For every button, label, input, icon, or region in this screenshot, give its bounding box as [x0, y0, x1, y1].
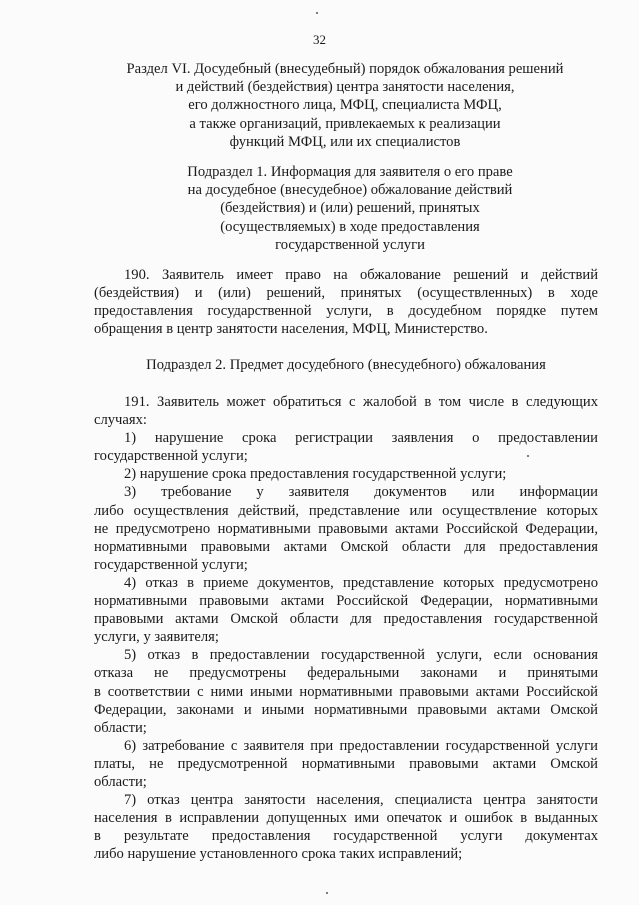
- list-item-2: 2) нарушение срока предоставления государственной услуги;: [124, 466, 507, 483]
- list-item-4: 4) отказ в приеме документов, представление которых предусмотрено: [124, 574, 598, 591]
- list-item-3: 3) требование у заявителя документов или информации: [124, 484, 598, 501]
- paragraph-191: [94, 393, 598, 863]
- text-line: области;: [94, 773, 147, 790]
- text-line: нормативными правовыми актами Омской области для предоставления: [94, 538, 598, 555]
- text-line: случаях:: [94, 412, 147, 429]
- subheading-line: (осуществляемых) в ходе предоставления: [220, 218, 480, 235]
- heading-line: функций МФЦ, или их специалистов: [229, 133, 461, 150]
- text-line: области;: [94, 719, 147, 736]
- section-heading: [90, 60, 600, 151]
- list-item-1: 1) нарушение срока регистрации заявления о предоставлении: [124, 430, 598, 447]
- scan-speck: [316, 12, 318, 14]
- scan-speck: [527, 455, 529, 457]
- subheading-line: Подраздел 1. Информация для заявителя о его праве: [187, 164, 513, 180]
- subheading-line: (бездействия) и (или) решений, принятых: [220, 200, 480, 217]
- subheading-line: на досудебное (внесудебное) обжалование действий: [187, 182, 513, 199]
- text-line: 191. Заявитель может обратиться с жалобой в том числе в следующих: [124, 394, 598, 410]
- text-line: государственной услуги;: [94, 556, 248, 573]
- text-line: услуги, у заявителя;: [94, 629, 219, 646]
- text-line: населения в исправлении допущенных ими опечаток и ошибок в выданных: [94, 810, 598, 827]
- text-line: Федерации, законами и иными нормативными правовыми актами Омской: [94, 701, 598, 718]
- text-line: 190. Заявитель имеет право на обжалование решений и действий: [124, 267, 598, 283]
- text-line: обращения в центр занятости населения, МФЦ, Министерство.: [94, 321, 488, 338]
- heading-line: а также организаций, привлекаемых к реализации: [189, 115, 501, 132]
- text-line: (бездействия) и (или) решений, принятых (осуществленных) в ходе: [94, 285, 598, 302]
- text-line: государственной услуги;: [94, 448, 248, 465]
- text-line: отказа не предусмотрены федеральными законами и принятыми: [94, 665, 598, 682]
- text-line: не предусмотрено нормативными правовыми актами Российской Федерации,: [94, 520, 598, 537]
- text-line: в соответствии с ними иными нормативными правовыми актами Российской: [94, 683, 598, 700]
- text-line: предоставления государственной услуги, в досудебном порядке путем: [94, 303, 598, 320]
- subheading-line: государственной услуги: [275, 236, 425, 253]
- heading-line: Раздел VI. Досудебный (внесудебный) порядок обжалования решений: [126, 61, 564, 77]
- list-item-6: 6) затребование с заявителя при предоставлении государственной услуги: [124, 737, 598, 754]
- subsection1-heading: [95, 163, 605, 254]
- text-line: либо нарушение установленного срока таких исправлений;: [94, 846, 463, 863]
- heading-line: и действий (бездействия) центра занятости населения,: [175, 79, 515, 96]
- text-line: нормативными правовыми актами Российской Федерации, нормативными: [94, 593, 598, 610]
- text-line: в результате предоставления государственной услуги документах: [94, 828, 598, 845]
- paragraph-190: [94, 266, 598, 338]
- list-item-7: 7) отказ центра занятости населения, специалиста центра занятости: [124, 792, 598, 809]
- text-line: либо осуществления действий, представление или осуществление которых: [94, 502, 598, 519]
- text-line: правовыми актами Омской области для предоставления государственной: [94, 611, 598, 628]
- heading-line: его должностного лица, МФЦ, специалиста МФЦ,: [188, 97, 502, 114]
- subsection2-heading: Подраздел 2. Предмет досудебного (внесудебного) обжалования: [146, 357, 546, 373]
- text-line: платы, не предусмотренной нормативными правовыми актами Омской: [94, 755, 598, 772]
- page-number: 32: [313, 32, 326, 47]
- list-item-5: 5) отказ в предоставлении государственной услуги, если основания: [124, 647, 598, 664]
- scan-speck: [326, 892, 328, 894]
